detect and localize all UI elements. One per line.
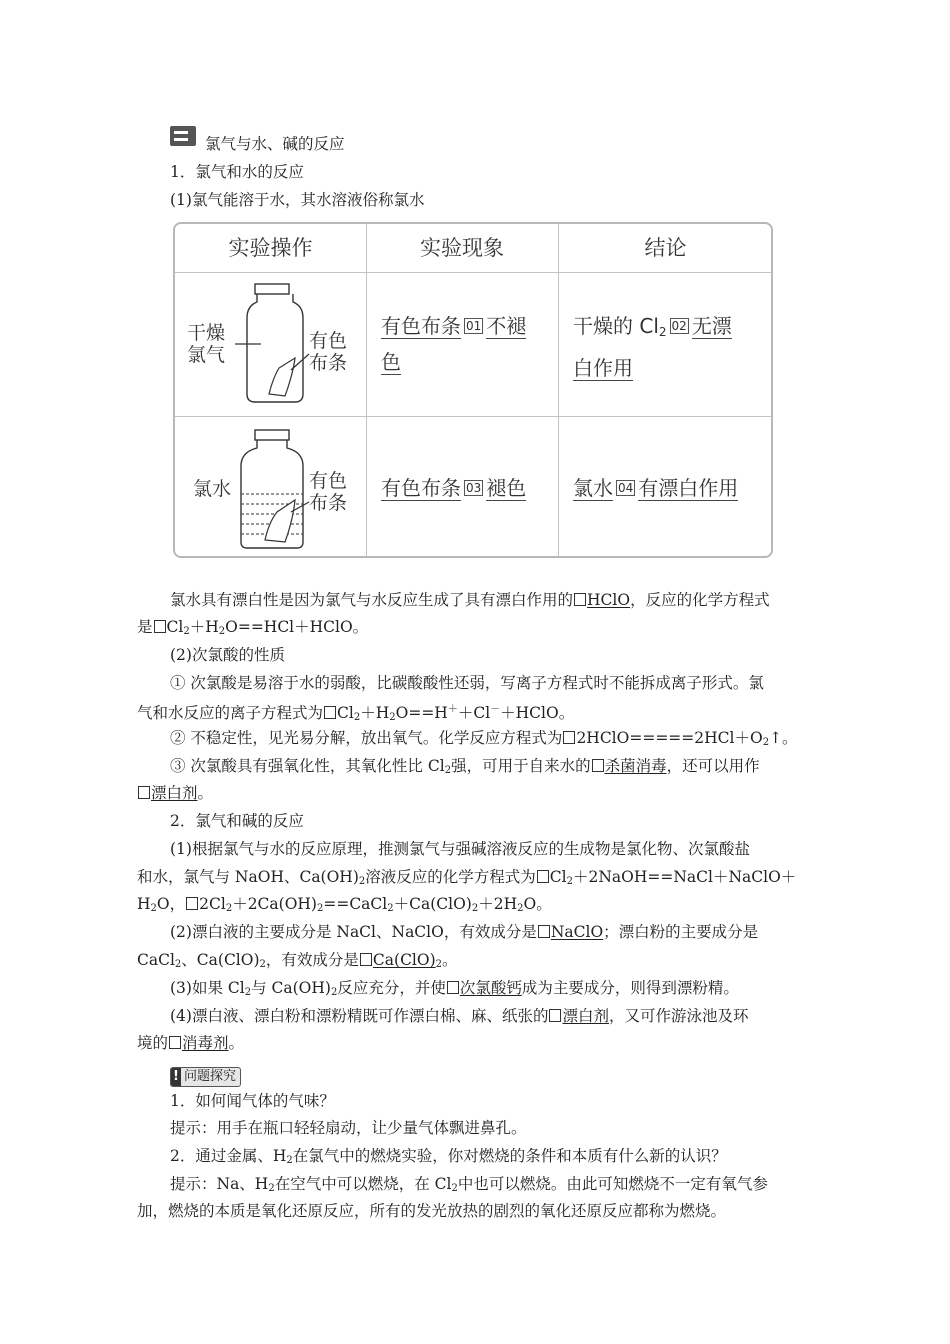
dry-bottle-illustration	[235, 282, 315, 406]
question-1: 1．如何闻气体的气味？	[170, 1092, 335, 1110]
label-colored-2: 有色	[309, 470, 348, 492]
conclusion-row1: 干燥的 Cl2 02 无漂 白作用	[573, 314, 732, 380]
heading-1: 1．氯气和水的反应	[170, 163, 304, 181]
paragraph-11: (1)根据氯气与水的反应原理，推测氯气与强碱溶液反应的生成物是氯化物、次氯酸盐	[170, 840, 750, 858]
answer-1: 提示：用手在瓶口轻轻扇动，让少量气体飘进鼻孔。	[170, 1119, 527, 1137]
chlorine-water-bottle-illustration	[235, 428, 315, 552]
paragraph-16: (3)如果 $Cl_2$与 $Ca(OH)_2$反应充分，并使 次氯酸钙成为主要成分，则得到漂粉精。	[170, 979, 739, 998]
label-dry: 干燥	[187, 322, 226, 344]
paragraph-5: ① 次氯酸是易溶于水的弱酸，比碳酸酸性还弱，写离子方程式时不能拆成离子形式。氯	[170, 674, 764, 692]
header-conclusion: 结论	[644, 236, 687, 260]
paragraph-2: 氯水具有漂白性是因为氯气与水反应生成了具有漂白作用的 HClO，反应的化学方程式	[170, 591, 770, 609]
phenomenon-row2: 有色布条 03 褪色	[381, 476, 527, 500]
paragraph-12: 和水，氯气与 NaOH、$Ca(OH)_2$溶液反应的化学方程式为 $Cl_2+2NaOH==NaCl+NaClO+$	[137, 868, 797, 887]
paragraph-3: 是 $Cl_2+H_2O==HCl+HClO$。	[137, 618, 369, 637]
conclusion-row2: 氯水 04 有漂白作用	[573, 476, 739, 500]
section-title: 氯气与水、碱的反应	[205, 135, 345, 153]
paragraph-14: (2)漂白液的主要成分是 NaCl、NaClO，有效成分是 NaClO；漂白粉的主要成分是	[170, 923, 759, 941]
paragraph-6: 气和水反应的离子方程式为 $Cl_2+H_2O==H^++Cl^-+HClO$。	[137, 704, 575, 723]
exclamation-icon: !	[171, 1068, 181, 1086]
section-icon	[170, 126, 196, 146]
answer-2: 提示：Na、$H_2$在空气中可以燃烧，在 $Cl_2$中也可以燃烧。由此可知燃烧不一定有氧气参	[170, 1175, 768, 1194]
answer-2-continued: 加，燃烧的本质是氧化还原反应，所有的发光放热的剧烈的氧化还原反应都称为燃烧。	[137, 1202, 727, 1220]
paragraph-17: (4)漂白液、漂白粉和漂粉精既可作漂白棉、麻、纸张的 漂白剂，又可作游泳池及环	[170, 1007, 749, 1025]
paragraph-7: ② 不稳定性，见光易分解，放出氧气。化学反应方程式为 $2HClO=====2HCl+O_2↑$。	[170, 729, 798, 748]
inquiry-tag: ! 问题探究	[170, 1067, 241, 1087]
paragraph-15: CaCl$_2$、$Ca(ClO)_2$，有效成分是 $Ca(ClO)_2$。	[137, 951, 458, 970]
paragraph-1: (1)氯气能溶于水，其水溶液俗称氯水	[170, 191, 425, 209]
header-operation: 实验操作	[228, 236, 313, 260]
label-colored-1: 有色	[309, 330, 348, 352]
label-chlorine: 氯气	[187, 344, 226, 366]
experiment-table	[173, 222, 773, 558]
question-2: 2．通过金属、$H_2$在氯气中的燃烧实验，你对燃烧的条件和本质有什么新的认识？	[170, 1147, 727, 1166]
paragraph-4: (2)次氯酸的性质	[170, 646, 285, 664]
paragraph-9: 漂白剂。	[137, 783, 817, 803]
label-strip-2: 布条	[309, 492, 348, 514]
header-phenomenon: 实验现象	[420, 236, 504, 260]
paragraph-13: $H_2O$， $2Cl_2+2Ca(OH)_2==CaCl_2+Ca(ClO)_2+2H_2O$。	[137, 895, 552, 914]
label-strip-1: 布条	[309, 352, 348, 374]
paragraph-8: ③ 次氯酸具有强氧化性，其氧化性比 $Cl_2$强，可用于自来水的 杀菌消毒，还可以用作	[170, 757, 760, 776]
phenomenon-row1: 有色布条 01 不褪 色	[381, 314, 527, 374]
label-chlorine-water: 氯水	[193, 478, 232, 500]
paragraph-18: 境的 消毒剂。	[137, 1034, 245, 1052]
heading-2: 2．氯气和碱的反应	[170, 812, 304, 830]
